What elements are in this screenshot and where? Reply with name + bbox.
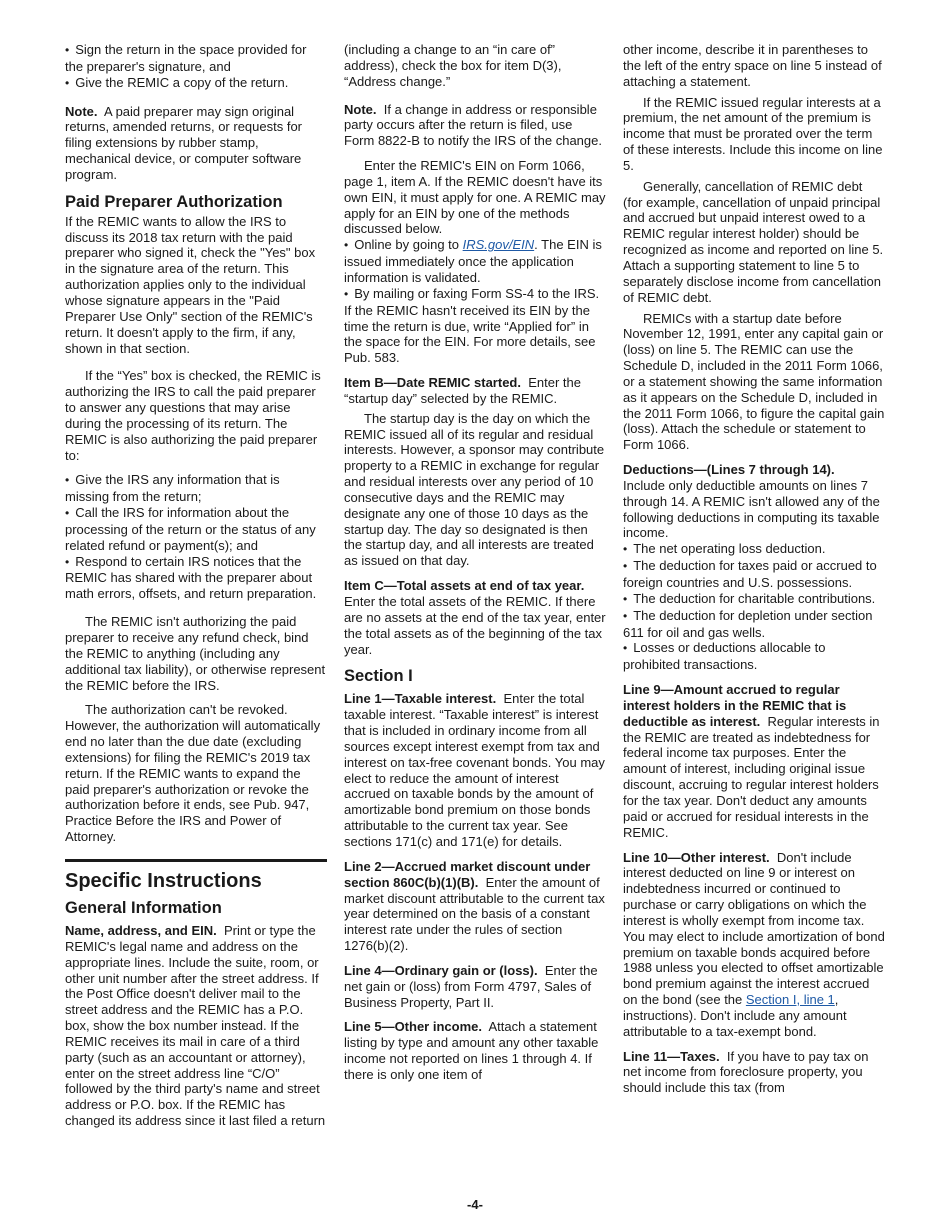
item-label: Deductions—(Lines 7 through 14). — [623, 462, 835, 478]
section-heading: General Information — [65, 898, 222, 917]
paragraph: If the REMIC issued regular interests at a premium, the net amount of the premium is income that must be prorated over the term of these interests. Include this income on line 5. — [623, 94, 883, 173]
list-item: • The deduction for charitable contributions. — [623, 591, 885, 608]
page-title: Specific Instructions — [65, 869, 262, 892]
item-label: Line 5—Other income. — [344, 1019, 482, 1035]
paragraph — [344, 1019, 606, 1082]
paragraph: REMICs with a startup date before November 12, 1991, enter any capital gain or (loss) on line 5. The REMIC can use the Schedule D, included in the 2011 Form 1066, or a statement showing the same information as it appears on the Schedule D, included in the 2011 Form 1066, to figure the capital gain (loss). Attach the schedule or statement to Form 1066. — [623, 310, 885, 453]
list-item: • The deduction for taxes paid or accrued to foreign countries and U.S. possessions. — [623, 558, 885, 591]
item-text: , instructions). Don't include any amount attributable to a tax-exempt bond. — [623, 992, 847, 1039]
paragraph: Generally, cancellation of REMIC debt (for example, cancellation of unpaid principal and accrued but unpaid interest owed to a REMIC regular interest holder) should be recognized as income and reported on line 5. Attach a supporting statement to line 5 to separately disclose income from cancellation of REMIC debt. — [623, 178, 884, 305]
list-item: • Give the REMIC a copy of the return. — [65, 75, 327, 92]
list-item: • By mailing or faxing Form SS-4 to the IRS. — [344, 286, 606, 303]
item-label: Line 1—Taxable interest. — [344, 691, 497, 707]
paragraph: The authorization can't be revoked. However, the authorization will automatically end no later than the due date (excluding extensions) for filing the REMIC's 2019 tax return. If the REMIC wants to expand the paid preparer's authorization or revoke the authorization before it ends, see Pub. 947, Practice Before the IRS and Power of Attorney. — [65, 702, 321, 845]
paragraph — [344, 691, 606, 849]
paragraph — [623, 1049, 885, 1097]
item-text: Include only deductible amounts on lines 7 through 14. A REMIC isn't allowed any of the following deductions in computing its taxable income. — [623, 477, 880, 541]
section-heading: Paid Preparer Authorization — [65, 192, 283, 211]
irs-ein-link[interactable]: IRS.gov/EIN — [462, 237, 535, 253]
paragraph — [344, 859, 606, 954]
section-divider — [65, 859, 327, 862]
item-label: Line 4—Ordinary gain or (loss). — [344, 962, 538, 978]
item-text: Enter the “startup day” selected by the REMIC. — [344, 375, 581, 406]
paragraph — [344, 375, 606, 407]
note-text: If a change in address or responsible party occurs after the return is filed, use Form 8822-B to notify the IRS of the change. — [344, 101, 602, 149]
item-label: Item C—Total assets at end of tax year. — [344, 578, 585, 594]
list-text: . The EIN is issued immediately once the application information is validated. — [344, 237, 602, 285]
item-text: Don't include interest deducted on line 9 or interest on indebtedness incurred or continued to purchase or carry obligations on which the interest is wholly exempt from income tax. You may elect to include amortization of bond premium on taxable bonds acquired before 1988 unless you elected to offset amortizable bond premium against the interest accrued on the bond (see the — [623, 849, 885, 1008]
item-text: Attach a statement listing by type and amount any other taxable income not reported on lines 1 through 4. If there is only one item of — [344, 1019, 599, 1082]
note-paragraph — [65, 104, 327, 183]
paragraph — [623, 462, 885, 541]
paragraph: other income, describe it in parentheses to the left of the entry space on line 5 instead of attaching a statement. — [623, 42, 882, 89]
paragraph — [623, 682, 885, 840]
item-text: Print or type the REMIC's legal name and address on the appropriate lines. Include the suite, room, or other unit number after the street address. If the Post Office doesn't deliver mail to the street address and the REMIC has a P.O. box, show the box number instead. If the REMIC receives its mail in care of a third party (such as an accountant or attorney), enter on the street address line “C/O” followed by the third party's name and street address or P.O. box. If the REMIC has changed its address since it last filed a return — [65, 922, 326, 1129]
paragraph: Enter the REMIC's EIN on Form 1066, page 1, item A. If the REMIC doesn't have its own EIN, it must apply for one. A REMIC may apply for an EIN by one of the methods discussed below. — [344, 158, 606, 237]
list-item: • Sign the return in the space provided for the preparer's signature, and — [65, 42, 327, 75]
paragraph — [344, 578, 606, 657]
list-item: • The net operating loss deduction. — [623, 541, 885, 558]
paragraph: If the REMIC wants to allow the IRS to discuss its 2018 tax return with the paid preparer who signed it, check the "Yes" box in the signature area of the return. This authorization applies only to the individual whose signature appears in the "Paid Preparer Use Only" section of the REMIC's return. It doesn't apply to the firm, if any, shown in that section. — [65, 213, 316, 356]
item-label: Line 11—Taxes. — [623, 1048, 720, 1064]
paragraph: If the REMIC hasn't received its EIN by the time the return is due, write “Applied for” in the space for the EIN. For more details, see Pub. 583. — [344, 302, 596, 366]
section-i-line-1-link[interactable]: Section I, line 1 — [745, 992, 835, 1008]
item-label: Line 9—Amount accrued to regular interest holders in the REMIC that is deductible as interest. — [623, 682, 847, 729]
paragraph: (including a change to an “in care of” address), check the box for item D(3), “Address change.” — [344, 42, 562, 89]
note-text: A paid preparer may sign original returns, amended returns, or requests for filing extensions by rubber stamp, mechanical device, or computer software program. — [65, 103, 303, 182]
item-label: Line 2—Accrued market discount under section 860C(b)(1)(B). — [344, 858, 591, 890]
item-label: Line 10—Other interest. — [623, 849, 770, 865]
list-item: • Give the IRS any information that is missing from the return; — [65, 472, 327, 505]
paragraph — [344, 963, 606, 1011]
item-text: Enter the total taxable interest. “Taxable interest” is interest that is included in ordinary income from all sources except interest exempt from tax and interest on tax-free covenant bonds. You may elect to reduce the amount of interest accrued on taxable bonds by the amount of amortizable bond premium on those bonds attributable to the current tax year. See sections 171(c) and 171(e) for details. — [344, 691, 605, 849]
section-heading: Section I — [344, 667, 413, 686]
column-3 — [623, 42, 885, 1096]
item-label: Item B—Date REMIC started. — [344, 375, 521, 391]
item-text: Enter the total assets of the REMIC. If there are no assets at the end of the tax year, enter the total assets as of the beginning of the tax year. — [344, 594, 606, 657]
item-text: Enter the net gain or (loss) from Form 4797, Sales of Business Property, Part II. — [344, 962, 598, 1010]
item-label: Name, address, and EIN. — [65, 922, 217, 938]
item-text: If you have to pay tax on net income from foreclosure property, you should include this tax (from — [623, 1048, 869, 1096]
list-item: • Respond to certain IRS notices that the REMIC has shared with the preparer about math errors, offsets, and return preparation. — [65, 554, 327, 603]
item-text: Regular interests in the REMIC are treated as indebtedness for federal income tax purposes. Enter the amount of interest, including original issue discount, accruing to regular interest holders for the tax year. Don't deduct any amounts paid or accrued for residual interests in the REMIC. — [623, 713, 880, 840]
page-number: -4- — [467, 1197, 483, 1212]
paragraph: The REMIC isn't authorizing the paid preparer to receive any refund check, bind the REMIC to anything (including any additional tax liability), or otherwise represent the REMIC before the IRS. — [65, 614, 326, 693]
note-label: Note. — [65, 103, 98, 119]
list-item: • Losses or deductions allocable to prohibited transactions. — [623, 640, 885, 673]
list-text: Online by going to — [354, 237, 459, 253]
paragraph — [65, 923, 327, 1129]
note-paragraph — [344, 102, 606, 150]
paragraph: If the “Yes” box is checked, the REMIC is authorizing the IRS to call the paid preparer to answer any questions that may arise during the processing of its return. The REMIC is also authorizing the paid preparer to: — [65, 368, 321, 463]
column-1 — [65, 42, 327, 1129]
paragraph: The startup day is the day on which the REMIC issued all of its regular and residual interests. However, a sponsor may contribute property to a REMIC in exchange for regular and residual interests over any period of 10 consecutive days and the REMIC may designate any one of those 10 days as the startup day. The day so designated is then the startup day, and all interests are treated as issued on that day. — [344, 410, 605, 569]
note-label: Note. — [344, 101, 377, 117]
paragraph — [623, 850, 885, 1040]
list-item: • The deduction for depletion under section 611 for oil and gas wells. — [623, 608, 885, 641]
column-2 — [344, 42, 606, 1083]
list-item — [344, 237, 606, 286]
list-item: • Call the IRS for information about the processing of the return or the status of any related refund or payment(s); and — [65, 505, 327, 554]
item-text: Enter the amount of market discount attributable to the current tax year determined on the basis of a constant interest rate under the rules of section 1276(b)(2). — [344, 874, 605, 954]
